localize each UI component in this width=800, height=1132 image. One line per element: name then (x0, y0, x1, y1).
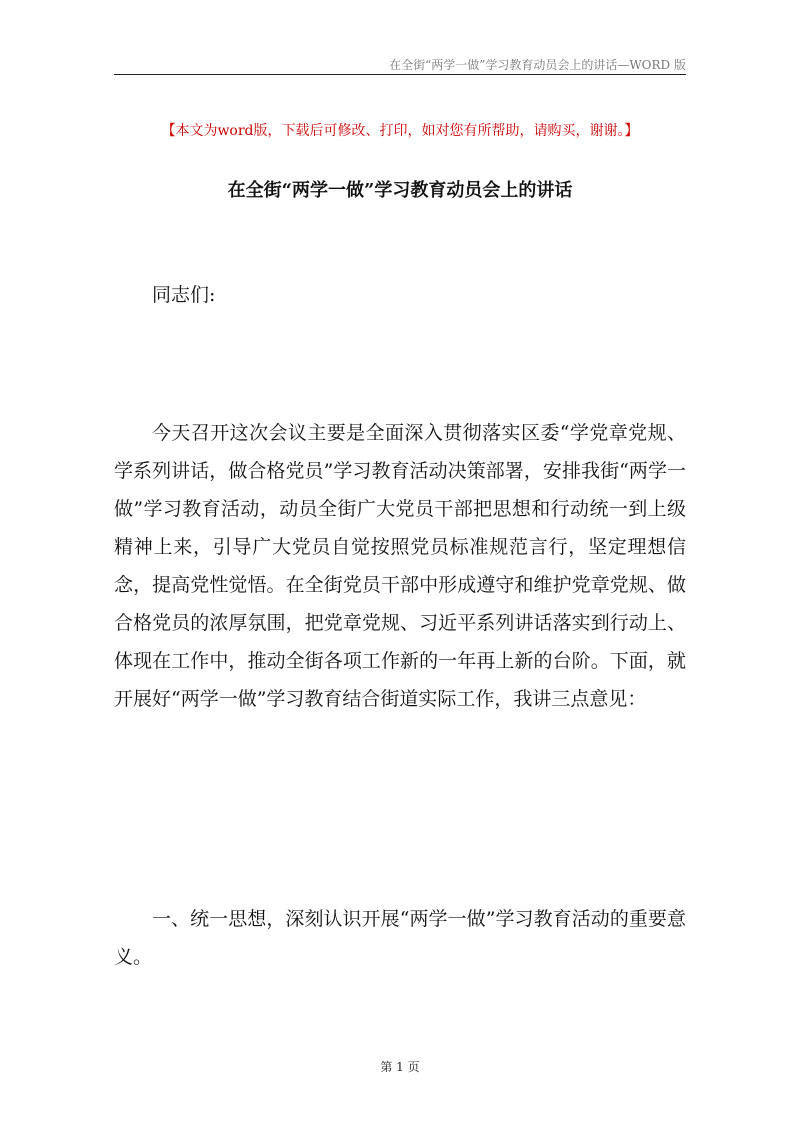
section-heading: 一、统一思想，深刻认识开展“两学一做”学习教育活动的重要意义。 (114, 908, 686, 968)
purchase-notice: 【本文为word版，下载后可修改、打印，如对您有所帮助，请购买，谢谢。】 (161, 123, 639, 139)
header-divider (114, 74, 686, 75)
running-header: 在全街“两学一做”学习教育动员会上的讲话—WORD 版 (389, 58, 686, 72)
greeting: 同志们: (152, 284, 216, 306)
page-number: 第 1 页 (380, 1060, 420, 1074)
body-paragraph: 今天召开这次会议主要是全面深入贯彻落实区委“学党章党规、学系列讲话，做合格党员”学习教育活动决策部署，安排我街“两学一做”学习教育活动，动员全街广大党员干部把思想和行动统一到上级精神上来，引导广大党员自觉按照党员标准规范言行，坚定理想信念，提高党性觉悟。在全街党员干部中形成遵守和维护党章党规、做合格党员的浓厚氛围，把党章党规、习近平系列讲话落实到行动上、体现在工作中，推动全街各项工作新的一年再上新的台阶。下面，就开展好“两学一做”学习教育结合街道实际工作，我讲三点意见： (114, 422, 686, 710)
document-title: 在全街“两学一做”学习教育动员会上的讲话 (227, 180, 573, 201)
